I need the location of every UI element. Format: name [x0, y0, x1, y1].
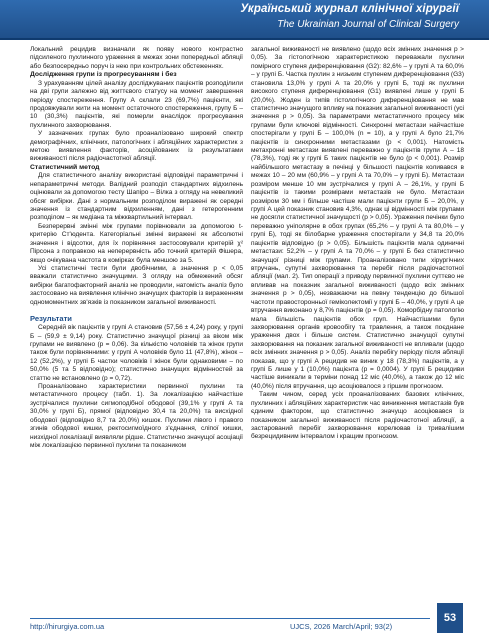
- subheading: Статистичний метод: [30, 163, 100, 171]
- subheading: Дослідження групи із прогресуванням і без: [30, 71, 177, 79]
- left-column: [30, 46, 243, 601]
- paragraph: Усі статистичні тести були двобічними, а значення p < 0,05 вважали статистично значущими. З огляду на обмежений обсяг вибірки багатофакторний аналіз не проводили, натомість аналіз було застосовано на виявлення клінічно значущих факторів із вираженням одномоментних зв'язків із показником загальної виживаності.: [30, 264, 243, 306]
- footer-url-link[interactable]: http://hirurgiya.com.ua: [30, 622, 105, 631]
- paragraph: Локальний рецидив визначали як появу нового контрастно підсиленого пухлинного ураження в межах зони попередньої абляції або безпосередньо поруч із нею при контрольних обстеженнях.: [30, 46, 243, 70]
- paragraph: Безперервні змінні між групами порівнювали за допомогою t-критерію Ст'юдента. Категоріальні змінні виражені як абсолютні значення і відсотки, для їх порівняння застосовували критерій χ² Пірсона з поправкою на неперервність або точний критерій Фішера, якщо очікувана частота в комірках була меншою за 5.: [30, 222, 243, 264]
- paragraph: Проаналізовано характеристики первинної пухлини та метастатичного процесу (табл. 1). За локалізацією найчастіше зустрічалися пухлини сигмоподібної ободової (39,1% у групі А та 30,0% у групі Б), прямої (відповідно 30,4 та 20,0%) та висхідної ободової (відповідно 8,7 та 20,0%) кишок. Пухлини лівого і правого згинів ободової кишки, ректосигмоїдного з'єднання, сліпої кишки, низхідної локалізації виявляли рідше. Статистично значущої асоціації між локалізацією первинної пухлини та показником: [30, 383, 243, 449]
- paragraph: Для статистичного аналізу використані відповідні параметричні і непараметричні методи. Валідний розподіл стандартних відхилень оцінювали за допомогою тесту Шапіро – Вілка з огляду на невеликий обсяг вибірки. Дані з нормальним розподілом виражені як середні значення із стандартним відхиленням, дані з гетерогенним розподілом – як медіана та міжквартильний інтервал.: [30, 172, 243, 222]
- page-number: 53: [437, 603, 463, 633]
- footer-rule: [30, 618, 430, 619]
- paragraph: Середній вік пацієнтів у групі А становив (57,56 ± 4,24) року, у групі Б – (59,9 ± 9,14) року. Статистично значущої різниці за віком між групами не виявлено (p = 0,06). За кількістю чоловіків та жінок групи також були порівнянними: у групі А чоловіків було 11 (47,8%), жінок – 12 (52,2%), у групі Б частки чоловіків і жінок були однаковими – по 50,0% (5 та 5 відповідно); статистично значущих відмінностей за статтю не встановлено (p = 0,72).: [30, 324, 243, 382]
- paragraph: загальної виживаності не виявлено (щодо всіх змінних значення p > 0,05). За гістологічною характеристикою переважали пухлини помірного ступеня диференціювання (G2): 82,6% – у групі А та 60,0% – у групі Б. Частка пухлин з низьким ступенем диференціювання (G3) становила 13,0% у групі А та 20,0% у групі Б, тоді як пухлини високого ступеня диференціювання (G1) виявлені лише у групі Б (20,0%). Жоден із типів гістологічного диференціювання не мав статистично значущого впливу на показник загальної виживаності (усі значення p > 0,05). За параметрами метастатичного процесу між групами були ключові відмінності. Синхронні метастази найчастіше спостерігали у групі Б – 100,0% (n = 10), а у групі А було 21,7% пацієнтів із синхронними метастазами (p < 0,001). Натомість метахронні метастази виявлені переважно у пацієнтів групи А – 18 (78,3%), тоді як у групі Б таких пацієнтів не було (p < 0,001). Розмір найбільшого метастазу в печінці у більшості пацієнтів коливався в межах 10 – 20 мм (60,9% – у групі А та 70,0% – у групі Б). Метастази розміром менше 10 мм зустрічалися у групі А – 26,1%, у групі Б пацієнтів із такими розмірами метастазів не було. Метастази розміром 30 мм і більше частіше мали пацієнти групи Б – 20,0%, у групі А цей показник становив 4,3%, однак ці відмінності між групами не досягли статистичної значущості (p > 0,05). Ураження печінки було переважно уніполярне в обох групах (65,2% – у групі А та 80,0% – у групі Б), тоді як білобарне ураження спостерігали у 34,8 та 20,0% пацієнтів відповідно (p > 0,05). Більшість пацієнтів мала одиничні метастази: 52,2% – у групі А та 70,0% – у групі Б без статистично значущої різниці між групами. Проаналізовано типи хірургічних втручань, супутні захворювання та перебіг після радіочастотної абляції (мал. 2). Тип операції з приводу первинної пухлини суттєво не впливав на показник загальної виживаності (щодо всіх змінних значення p > 0,05), незважаючи на певну тенденцію до більшої частоти правосторонньої геміколектомії у групі Б – 40,0%, у групі А це втручання виконано у 8,7% пацієнтів (p = 0,05). Коморбідну патологію мала більшість пацієнтів обох груп. Найчастішими були захворювання органів кровообігу та травлення, а також поєднане ураження двох і більше систем. Статистично значущої супутні захворювання на показник загальної виживаності не впливали (щодо всіх змінних значення p > 0,05). Аналіз перебігу періоду після абляції показав, що у групі А рецидив не виник у 18 (78,3%) пацієнтів, а у групі Б лише у 1 (10,0%) пацієнта (p = 0,0004). У групі Б рецидиви частіше виникали в терміни понад 12 міс (40,0%), а також до 12 міс (40,0%) після втручання, що асоціювалося з гіршим прогнозом.: [251, 46, 464, 390]
- paragraph: У зазначених групах було проаналізовано широкий спектр демографічних, клінічних, патологічних і абляційних характеристик з метою виявлення факторів, асоційованих із результатами виживаності після радіочастотної абляції.: [30, 130, 243, 163]
- right-column: [251, 46, 464, 601]
- journal-title-ua: Український журнал клінічної хірургії: [240, 3, 459, 15]
- section-heading: Результати: [30, 314, 72, 324]
- paragraph: З урахуванням цілей аналізу досліджуваних пацієнтів розподілили на дві групи залежно від життєвого статусу на момент завершення періоду спостереження. Групу А склали 23 (69,7%) пацієнти, які продовжували жити на момент остаточного спостереження, групу Б – 10 (30,3%) пацієнтів, які померли внаслідок прогресування пухлинного захворювання.: [30, 79, 243, 129]
- paragraph: Таким чином, серед усіх проаналізованих базових клінічних, пухлинних і абляційних характеристик час виникнення метастазів був єдиним фактором, що статистично значущо асоціювався із показником загальної виживаності після радіочастотної абляції, а застарований перебіг захворювання корелював із тривалішим безрецидивним інтервалом і кращим прогнозом.: [251, 391, 464, 441]
- journal-header-bar: [0, 0, 489, 40]
- footer-citation: UJCS, 2026 March/April; 93(2): [290, 622, 393, 631]
- journal-title-en: The Ukrainian Journal of Clinical Surgery: [277, 19, 459, 30]
